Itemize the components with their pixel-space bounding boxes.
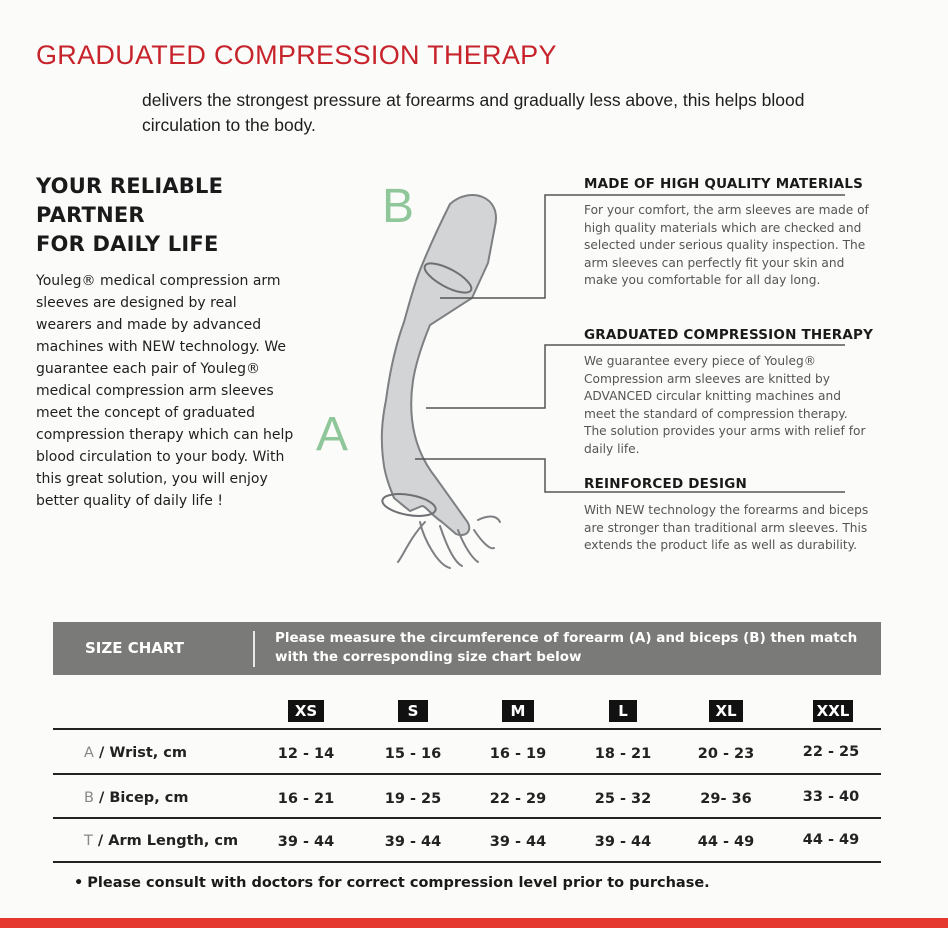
size-chart-label: SIZE CHART [85, 639, 185, 657]
page-title: GRADUATED COMPRESSION THERAPY [36, 40, 557, 70]
table-cell: 44 - 49 [802, 832, 860, 848]
partner-heading-line: FOR DAILY LIFE [36, 232, 219, 256]
feature-body: We guarantee every piece of Youleg® Compression arm sleeves are knitted by ADVANCED circular knitting machines and meet the standard of compression therapy. The solution provides your arms with relief for daily life. [584, 354, 866, 456]
row-label-text: / Wrist, cm [98, 745, 188, 761]
row-label-text: / Bicep, cm [99, 790, 189, 806]
size-badge-m: M [502, 700, 534, 722]
feature-compression [584, 327, 874, 458]
table-cell: 16 - 19 [489, 746, 547, 762]
row-label-text: / Arm Length, cm [97, 833, 239, 849]
table-rule [53, 728, 881, 730]
size-badge-xxl: XXL [813, 700, 853, 722]
size-badge-xl: XL [709, 700, 743, 722]
footnote-bullet: • [74, 875, 84, 891]
table-cell: 15 - 16 [384, 746, 442, 762]
size-badge-xs: XS [288, 700, 324, 722]
table-cell: 12 - 14 [277, 746, 335, 762]
table-cell: 22 - 29 [489, 791, 547, 807]
row-label-bicep [84, 790, 188, 806]
row-label-wrist [84, 745, 187, 761]
table-rule [53, 817, 881, 819]
partner-description: Youleg® medical compression arm sleeves are designed by real wearers and made by advanced machines with NEW technology. We guarantee each pair of Youleg® medical compression arm sleeves meet the concept of graduated compression therapy which can help blood circulation to your body. With this great solution, you will enjoy better quality of daily life ! [36, 273, 294, 509]
table-cell: 39 - 44 [489, 834, 547, 850]
label-b: B [382, 180, 415, 233]
table-cell: 22 - 25 [802, 744, 860, 760]
partner-heading-line: PARTNER [36, 203, 145, 227]
table-rule [53, 861, 881, 863]
size-badge-l: L [609, 700, 637, 722]
table-cell: 29- 36 [700, 791, 752, 807]
row-prefix: T [84, 833, 93, 849]
bottom-accent-bar [0, 918, 948, 928]
partner-heading [36, 172, 223, 259]
table-cell: 18 - 21 [594, 746, 652, 762]
label-a: A [316, 408, 349, 461]
arm-sleeve-shape [381, 195, 500, 568]
table-cell: 16 - 21 [277, 791, 335, 807]
feature-title: REINFORCED DESIGN [584, 476, 748, 492]
footnote [74, 875, 710, 891]
footnote-text: Please consult with doctors for correct compression level prior to purchase. [87, 875, 710, 891]
table-cell: 39 - 44 [594, 834, 652, 850]
feature-body: For your comfort, the arm sleeves are made of high quality materials which are checked and selected under serious quality inspection. The arm sleeves can perfectly fit your skin and make you comfortable for all day long. [584, 203, 869, 287]
feature-body: With NEW technology the forearms and biceps are stronger than traditional arm sleeves. This extends the product life as well as durability. [584, 503, 869, 552]
feature-materials [584, 176, 874, 290]
intro-text: delivers the strongest pressure at forearms and gradually less above, this helps blood circulation to the body. [142, 90, 805, 135]
table-rule [53, 773, 881, 775]
row-label-arm-length [84, 833, 238, 849]
row-prefix: B [84, 790, 94, 806]
partner-heading-line: YOUR RELIABLE [36, 174, 224, 198]
table-cell: 33 - 40 [802, 789, 860, 805]
size-badge-s: S [398, 700, 428, 722]
row-prefix: A [84, 745, 94, 761]
table-cell: 39 - 44 [277, 834, 335, 850]
feature-title: MADE OF HIGH QUALITY MATERIALS [584, 176, 864, 192]
feature-title: GRADUATED COMPRESSION THERAPY [584, 327, 874, 343]
table-cell: 20 - 23 [697, 746, 755, 762]
size-chart-instruction: Please measure the circumference of forearm (A) and biceps (B) then match with the corresponding size chart below [275, 630, 858, 665]
size-chart-banner [53, 622, 881, 675]
table-cell: 25 - 32 [594, 791, 652, 807]
table-cell: 39 - 44 [384, 834, 442, 850]
feature-reinforced [584, 476, 874, 555]
table-cell: 19 - 25 [384, 791, 442, 807]
banner-divider [253, 631, 255, 667]
table-cell: 44 - 49 [697, 834, 755, 850]
